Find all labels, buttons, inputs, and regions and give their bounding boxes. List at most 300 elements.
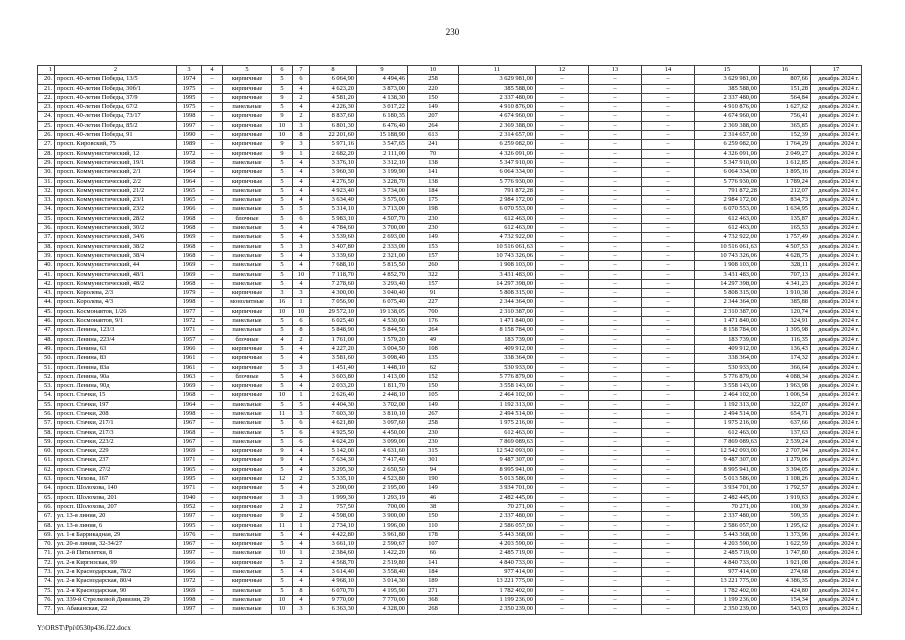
table-cell: 1968 bbox=[177, 279, 202, 288]
table-cell: 10 743 326,06 bbox=[459, 251, 536, 260]
table-cell: 1969 bbox=[177, 447, 202, 456]
table-cell: – bbox=[589, 307, 642, 316]
header-cell: 11 bbox=[459, 66, 536, 75]
table-cell: 757,50 bbox=[310, 502, 357, 511]
table-cell: 1976 bbox=[177, 530, 202, 539]
table-cell: 100,39 bbox=[760, 502, 811, 511]
table-cell: 5 bbox=[272, 84, 293, 93]
table-cell: 1 279,06 bbox=[760, 456, 811, 465]
table-cell: 3 934 701,00 bbox=[695, 484, 760, 493]
table-cell: 5 844,50 bbox=[357, 326, 408, 335]
table-cell: – bbox=[202, 484, 223, 493]
table-cell: 3 700,00 bbox=[357, 224, 408, 233]
table-cell: – bbox=[536, 558, 589, 567]
table-cell: 1961 bbox=[177, 363, 202, 372]
table-cell: 5 bbox=[272, 251, 293, 260]
table-cell: 105 bbox=[408, 391, 459, 400]
table-cell: – bbox=[642, 251, 695, 260]
table-cell: 2 bbox=[293, 475, 310, 484]
table-cell: просп. Королева, 2/3 bbox=[55, 289, 177, 298]
table-row bbox=[38, 437, 862, 446]
table-cell: декабрь 2024 г. bbox=[811, 307, 862, 316]
table-cell: 4 bbox=[293, 540, 310, 549]
table-cell: – bbox=[536, 493, 589, 502]
table-cell: 11 bbox=[272, 409, 293, 418]
table-cell: 49 bbox=[408, 335, 459, 344]
table-cell: 4 bbox=[293, 84, 310, 93]
table-body bbox=[38, 75, 862, 614]
table-cell: ул. 1-я Баррикадная, 29 bbox=[55, 530, 177, 539]
table-cell: 4 621,80 bbox=[310, 419, 357, 428]
table-cell: 7 869 089,63 bbox=[695, 437, 760, 446]
table-cell: 4 bbox=[293, 465, 310, 474]
table-cell: 5 bbox=[272, 261, 293, 270]
table-cell: 5 bbox=[272, 372, 293, 381]
table-cell: – bbox=[589, 419, 642, 428]
table-cell: – bbox=[202, 307, 223, 316]
table-cell: 8 995 941,00 bbox=[459, 465, 536, 474]
table-cell: – bbox=[589, 595, 642, 604]
table-cell: декабрь 2024 г. bbox=[811, 558, 862, 567]
table-cell: 3 547,65 bbox=[357, 140, 408, 149]
table-cell: – bbox=[642, 447, 695, 456]
table-cell: – bbox=[202, 168, 223, 177]
table-cell: 5 983,10 bbox=[310, 214, 357, 223]
table-cell: кирпичные bbox=[223, 521, 272, 530]
table-cell: просп. Космонавтов, 9/1 bbox=[55, 317, 177, 326]
table-cell: – bbox=[536, 205, 589, 214]
table-cell: – bbox=[589, 521, 642, 530]
table-cell: 1 373,96 bbox=[760, 530, 811, 539]
table-cell: декабрь 2024 г. bbox=[811, 428, 862, 437]
table-cell: декабрь 2024 г. bbox=[811, 242, 862, 251]
table-cell: 3 873,00 bbox=[357, 84, 408, 93]
table-cell: 7 634,30 bbox=[310, 456, 357, 465]
table-cell: просп. Коммунистический, 38/2 bbox=[55, 242, 177, 251]
table-cell: 1971 bbox=[177, 484, 202, 493]
table-cell: просп. Коммунистический, 48/2 bbox=[55, 279, 177, 288]
table-row bbox=[38, 289, 862, 298]
table-cell: – bbox=[589, 298, 642, 307]
table-cell: 176 bbox=[408, 317, 459, 326]
table-cell: 1 919,63 bbox=[760, 493, 811, 502]
table-cell: 654,71 bbox=[760, 409, 811, 418]
table-cell: 1 bbox=[293, 298, 310, 307]
table-cell: – bbox=[202, 298, 223, 307]
table-cell: 328,11 bbox=[760, 261, 811, 270]
header-cell: 5 bbox=[223, 66, 272, 75]
table-cell: 365,85 bbox=[760, 121, 811, 130]
table-cell: 271 bbox=[408, 586, 459, 595]
table-cell: декабрь 2024 г. bbox=[811, 186, 862, 195]
table-cell: 1968 bbox=[177, 214, 202, 223]
table-cell: 2 314 657,00 bbox=[695, 131, 760, 140]
table-cell: – bbox=[202, 456, 223, 465]
table-header bbox=[38, 66, 862, 75]
table-cell: – bbox=[642, 540, 695, 549]
table-cell: 6 801,30 bbox=[310, 121, 357, 130]
table-cell: 5 bbox=[272, 242, 293, 251]
header-cell: 2 bbox=[55, 66, 177, 75]
table-cell: 1966 bbox=[177, 205, 202, 214]
table-cell: 1 006,54 bbox=[760, 391, 811, 400]
table-cell: 6 bbox=[293, 214, 310, 223]
table-cell: 4 530,00 bbox=[357, 317, 408, 326]
table-cell: 5 013 586,00 bbox=[695, 475, 760, 484]
table-cell: – bbox=[536, 465, 589, 474]
table-cell: – bbox=[589, 84, 642, 93]
table-cell: декабрь 2024 г. bbox=[811, 205, 862, 214]
table-cell: 227 bbox=[408, 298, 459, 307]
table-cell: 1967 bbox=[177, 419, 202, 428]
table-cell: панельные bbox=[223, 530, 272, 539]
table-cell: – bbox=[202, 121, 223, 130]
table-cell: 3 017,22 bbox=[357, 103, 408, 112]
table-cell: – bbox=[642, 131, 695, 140]
table-cell: 1969 bbox=[177, 261, 202, 270]
table-cell: 4 674 960,00 bbox=[695, 112, 760, 121]
table-cell: 2 384,60 bbox=[310, 549, 357, 558]
header-cell: 13 bbox=[589, 66, 642, 75]
table-cell: – bbox=[202, 586, 223, 595]
table-row bbox=[38, 558, 862, 567]
table-cell: 5 bbox=[272, 344, 293, 353]
table-cell: – bbox=[536, 224, 589, 233]
table-cell: 10 bbox=[272, 121, 293, 130]
table-cell: – bbox=[589, 177, 642, 186]
table-cell: 366,64 bbox=[760, 363, 811, 372]
table-cell: 3 394,05 bbox=[760, 465, 811, 474]
table-cell: 1 bbox=[293, 391, 310, 400]
table-cell: 4 bbox=[293, 224, 310, 233]
table-cell: – bbox=[202, 382, 223, 391]
table-row bbox=[38, 354, 862, 363]
table-cell: 5 443 368,00 bbox=[459, 530, 536, 539]
table-cell: – bbox=[202, 530, 223, 539]
table-cell: 149 bbox=[408, 400, 459, 409]
table-cell: 3 bbox=[293, 121, 310, 130]
table-cell: 264 bbox=[408, 121, 459, 130]
table-cell: – bbox=[589, 456, 642, 465]
table-cell: 322,07 bbox=[760, 400, 811, 409]
table-cell: – bbox=[589, 326, 642, 335]
table-cell: 1 192 313,00 bbox=[695, 400, 760, 409]
table-cell: 5 bbox=[272, 354, 293, 363]
header-cell: 6 bbox=[272, 66, 293, 75]
table-cell: 612 463,00 bbox=[695, 214, 760, 223]
table-cell: панельные bbox=[223, 196, 272, 205]
table-cell: – bbox=[202, 493, 223, 502]
table-cell: 3 661,10 bbox=[310, 540, 357, 549]
table-cell: 3 558 143,00 bbox=[695, 382, 760, 391]
table-cell: – bbox=[589, 93, 642, 102]
table-cell: – bbox=[642, 409, 695, 418]
table-cell: – bbox=[642, 298, 695, 307]
table-cell: – bbox=[589, 205, 642, 214]
table-cell: 4 581,20 bbox=[310, 93, 357, 102]
header-row bbox=[38, 66, 862, 75]
table-cell: 4 326 091,00 bbox=[695, 149, 760, 158]
table-cell: 51. bbox=[38, 363, 55, 372]
table-cell: 1965 bbox=[177, 186, 202, 195]
table-cell: 315 bbox=[408, 447, 459, 456]
table-cell: 4 bbox=[293, 158, 310, 167]
table-cell: декабрь 2024 г. bbox=[811, 382, 862, 391]
table-cell: декабрь 2024 г. bbox=[811, 521, 862, 530]
table-cell: – bbox=[202, 475, 223, 484]
table-cell: – bbox=[536, 251, 589, 260]
table-cell: 7 278,60 bbox=[310, 279, 357, 288]
table-cell: – bbox=[642, 530, 695, 539]
table-cell: 27. bbox=[38, 140, 55, 149]
table-cell: панельные bbox=[223, 205, 272, 214]
table-cell: 183 739,00 bbox=[459, 335, 536, 344]
table-cell: 1 199 236,00 bbox=[459, 595, 536, 604]
table-row bbox=[38, 577, 862, 586]
table-row bbox=[38, 484, 862, 493]
table-cell: 1961 bbox=[177, 354, 202, 363]
table-cell: – bbox=[536, 354, 589, 363]
table-cell: 2 314 657,00 bbox=[459, 131, 536, 140]
table-cell: 63. bbox=[38, 475, 55, 484]
table-cell: – bbox=[202, 224, 223, 233]
table-cell: декабрь 2024 г. bbox=[811, 84, 862, 93]
table-cell: 2 519,80 bbox=[357, 558, 408, 567]
table-cell: – bbox=[589, 447, 642, 456]
table-cell: 5 808 315,00 bbox=[695, 289, 760, 298]
table-cell: 2 448,10 bbox=[357, 391, 408, 400]
table-cell: кирпичные bbox=[223, 577, 272, 586]
table-cell: декабрь 2024 г. bbox=[811, 363, 862, 372]
table-cell: 3 614,40 bbox=[310, 568, 357, 577]
table-cell: – bbox=[589, 512, 642, 521]
table-cell: просп. 40-летия Победы, 91 bbox=[55, 131, 177, 140]
table-cell: 2 369 388,00 bbox=[695, 121, 760, 130]
table-cell: – bbox=[536, 93, 589, 102]
table-cell: – bbox=[589, 121, 642, 130]
table-cell: – bbox=[642, 595, 695, 604]
table-cell: – bbox=[536, 530, 589, 539]
table-cell: просп. Шолохова, 207 bbox=[55, 502, 177, 511]
table-cell: – bbox=[589, 224, 642, 233]
table-cell: – bbox=[642, 344, 695, 353]
table-cell: декабрь 2024 г. bbox=[811, 112, 862, 121]
table-cell: просп. Стачки, 217/3 bbox=[55, 428, 177, 437]
table-cell: декабрь 2024 г. bbox=[811, 93, 862, 102]
table-cell: просп. Стачки, 27/2 bbox=[55, 465, 177, 474]
table-cell: 1972 bbox=[177, 577, 202, 586]
table-cell: 10 bbox=[272, 307, 293, 316]
table-cell: 1998 bbox=[177, 298, 202, 307]
table-cell: кирпичные bbox=[223, 307, 272, 316]
table-cell: 3 004,50 bbox=[357, 344, 408, 353]
table-cell: кирпичные bbox=[223, 84, 272, 93]
table-cell: 8 837,60 bbox=[310, 112, 357, 121]
table-cell: – bbox=[202, 93, 223, 102]
table-cell: 791 872,28 bbox=[459, 186, 536, 195]
table-cell: 7 603,30 bbox=[310, 409, 357, 418]
table-cell: 62 bbox=[408, 363, 459, 372]
table-cell: – bbox=[642, 428, 695, 437]
table-cell: 4 422,80 bbox=[310, 530, 357, 539]
table-cell: 791 872,28 bbox=[695, 186, 760, 195]
table-cell: 28. bbox=[38, 149, 55, 158]
table-cell: 135 bbox=[408, 354, 459, 363]
table-cell: просп. Стачки, 208 bbox=[55, 409, 177, 418]
table-cell: – bbox=[589, 540, 642, 549]
header-cell: 3 bbox=[177, 66, 202, 75]
table-cell: – bbox=[536, 196, 589, 205]
table-cell: 1968 bbox=[177, 428, 202, 437]
table-cell: 1 395,98 bbox=[760, 326, 811, 335]
table-cell: – bbox=[589, 131, 642, 140]
table-row bbox=[38, 530, 862, 539]
table-cell: декабрь 2024 г. bbox=[811, 475, 862, 484]
table-cell: – bbox=[202, 540, 223, 549]
table-cell: декабрь 2024 г. bbox=[811, 279, 862, 288]
table-cell: 6 476,40 bbox=[357, 121, 408, 130]
table-cell: 1 747,80 bbox=[760, 549, 811, 558]
table-cell: – bbox=[536, 307, 589, 316]
table-cell: 3 702,00 bbox=[357, 400, 408, 409]
table-cell: декабрь 2024 г. bbox=[811, 149, 862, 158]
table-cell: 207 bbox=[408, 112, 459, 121]
table-cell: 1968 bbox=[177, 224, 202, 233]
table-cell: 2 485 719,00 bbox=[695, 549, 760, 558]
table-cell: ул. 13-я линия, 6 bbox=[55, 521, 177, 530]
table-cell: 4 968,10 bbox=[310, 577, 357, 586]
table-cell: 137,63 bbox=[760, 428, 811, 437]
table-cell: 4 bbox=[272, 335, 293, 344]
table-cell: – bbox=[536, 131, 589, 140]
table-cell: 3 290,00 bbox=[310, 484, 357, 493]
table-cell: 66. bbox=[38, 502, 55, 511]
table-cell: 5 bbox=[272, 233, 293, 242]
table-cell: 4 507,53 bbox=[760, 242, 811, 251]
table-row bbox=[38, 475, 862, 484]
table-cell: 2 111,00 bbox=[357, 149, 408, 158]
table-cell: 4 138,30 bbox=[357, 93, 408, 102]
table-cell: 3 629 981,00 bbox=[459, 75, 536, 84]
table-row bbox=[38, 493, 862, 502]
table-cell: 52. bbox=[38, 372, 55, 381]
table-cell: 3 bbox=[272, 493, 293, 502]
table-cell: 5 314,10 bbox=[310, 205, 357, 214]
table-cell: 5 bbox=[272, 317, 293, 326]
table-cell: 6 bbox=[293, 317, 310, 326]
table-cell: 151,28 bbox=[760, 84, 811, 93]
table-cell: декабрь 2024 г. bbox=[811, 298, 862, 307]
table-cell: – bbox=[536, 298, 589, 307]
table-cell: 4 328,00 bbox=[357, 605, 408, 614]
table-cell: 6 bbox=[293, 428, 310, 437]
table-cell: – bbox=[642, 317, 695, 326]
table-cell: 1 761,00 bbox=[310, 335, 357, 344]
table-cell: 2 033,20 bbox=[310, 382, 357, 391]
table-cell: 36. bbox=[38, 224, 55, 233]
table-cell: 1966 bbox=[177, 558, 202, 567]
table-cell: 2 350 239,00 bbox=[695, 605, 760, 614]
table-cell: 1 789,24 bbox=[760, 177, 811, 186]
table-row bbox=[38, 372, 862, 381]
table-cell: 10 bbox=[272, 549, 293, 558]
table-row bbox=[38, 168, 862, 177]
table-cell: – bbox=[589, 214, 642, 223]
table-cell: 14 297 398,00 bbox=[459, 279, 536, 288]
table-cell: просп. Коммунистический, 44 bbox=[55, 261, 177, 270]
table-cell: просп. 40-летия Победы, 85/2 bbox=[55, 121, 177, 130]
table-cell: декабрь 2024 г. bbox=[811, 224, 862, 233]
table-cell: просп. Стачки, 223/2 bbox=[55, 437, 177, 446]
table-cell: кирпичные bbox=[223, 391, 272, 400]
table-cell: просп. Коммунистический, 30/2 bbox=[55, 224, 177, 233]
table-cell: панельные bbox=[223, 242, 272, 251]
table-cell: 338 364,00 bbox=[695, 354, 760, 363]
table-cell: кирпичные bbox=[223, 363, 272, 372]
table-cell: 29. bbox=[38, 158, 55, 167]
table-cell: – bbox=[642, 437, 695, 446]
table-cell: панельные bbox=[223, 233, 272, 242]
table-cell: 57. bbox=[38, 419, 55, 428]
table-cell: – bbox=[202, 354, 223, 363]
table-cell: 108 bbox=[408, 344, 459, 353]
table-cell: кирпичные bbox=[223, 447, 272, 456]
table-cell: 756,41 bbox=[760, 112, 811, 121]
table-row bbox=[38, 103, 862, 112]
table-cell: 9 bbox=[272, 447, 293, 456]
table-cell: – bbox=[536, 428, 589, 437]
table-cell: – bbox=[642, 363, 695, 372]
table-cell: 1 792,57 bbox=[760, 484, 811, 493]
table-cell: – bbox=[536, 326, 589, 335]
table-cell: 5 bbox=[272, 168, 293, 177]
table-cell: 183 739,00 bbox=[695, 335, 760, 344]
table-cell: просп. Ленина, 90д bbox=[55, 382, 177, 391]
table-cell: – bbox=[202, 512, 223, 521]
table-cell: – bbox=[536, 419, 589, 428]
table-cell: – bbox=[536, 540, 589, 549]
table-cell: 3 581,60 bbox=[310, 354, 357, 363]
table-cell: декабрь 2024 г. bbox=[811, 595, 862, 604]
table-cell: 2 586 057,00 bbox=[695, 521, 760, 530]
table-cell: – bbox=[642, 149, 695, 158]
table-cell: 6 180,35 bbox=[357, 112, 408, 121]
table-cell: 385 588,00 bbox=[695, 84, 760, 93]
table-cell: – bbox=[536, 75, 589, 84]
table-cell: – bbox=[202, 465, 223, 474]
table-cell: 5 bbox=[272, 484, 293, 493]
table-cell: ул. 20-я линия, 32-34/27 bbox=[55, 540, 177, 549]
table-cell: – bbox=[202, 372, 223, 381]
table-cell: 1969 bbox=[177, 270, 202, 279]
table-cell: 184 bbox=[408, 186, 459, 195]
table-row bbox=[38, 447, 862, 456]
table-cell: 4 923,40 bbox=[310, 186, 357, 195]
table-cell: – bbox=[202, 605, 223, 614]
table-cell: 1969 bbox=[177, 382, 202, 391]
table-cell: – bbox=[202, 502, 223, 511]
table-cell: 15 188,90 bbox=[357, 131, 408, 140]
table-cell: 1 bbox=[293, 149, 310, 158]
table-cell: 5 335,10 bbox=[310, 475, 357, 484]
table-cell: просп. Стачки, 197 bbox=[55, 400, 177, 409]
table-cell: 10 bbox=[293, 307, 310, 316]
table-cell: 4 bbox=[293, 344, 310, 353]
table-cell: 154,34 bbox=[760, 595, 811, 604]
table-cell: 8 995 941,00 bbox=[695, 465, 760, 474]
table-cell: 6 070,70 bbox=[310, 586, 357, 595]
table-cell: 53. bbox=[38, 382, 55, 391]
